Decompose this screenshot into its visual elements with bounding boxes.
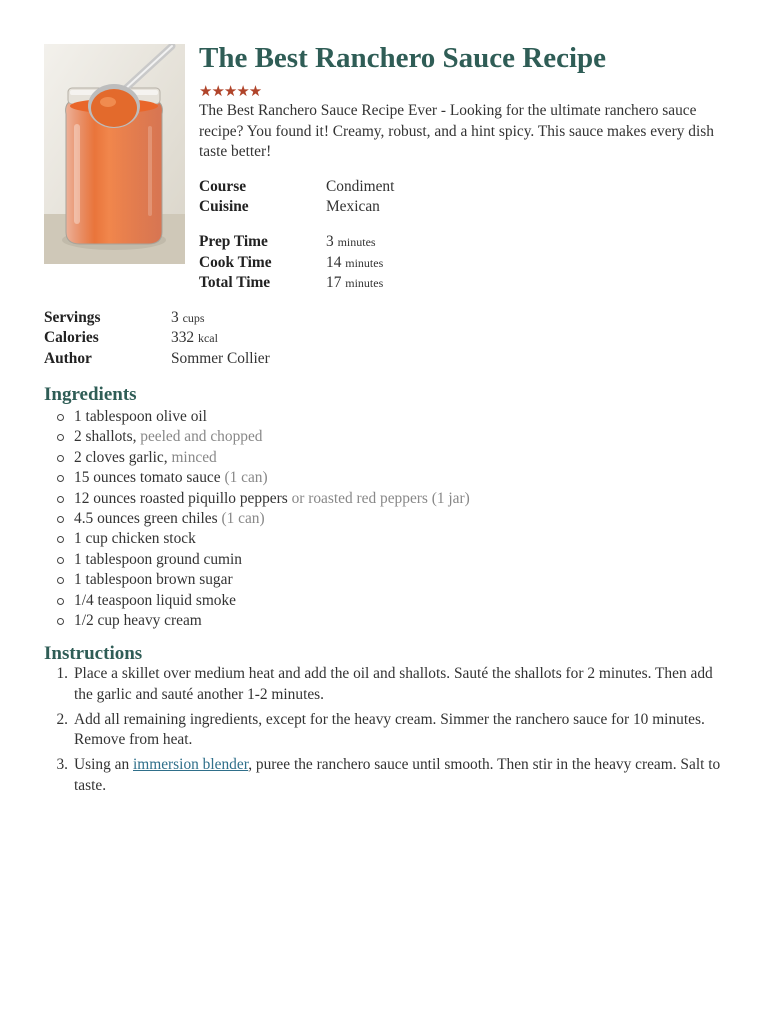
ingredients-list [44,407,470,631]
step-text: Using an [74,756,133,773]
ingredient-item [44,407,470,427]
meta-value: Condiment [326,178,395,195]
bullet-circle-icon [57,577,64,584]
rating-stars-icon[interactable]: ★★★★★ [199,82,262,100]
ingredient-text: 1 tablespoon olive oil [74,408,207,425]
meta-author [44,349,644,369]
ingredient-text: 15 ounces tomato sauce [74,469,221,487]
author-name: Sommer Collier [171,350,270,367]
ingredient-text: 4.5 ounces green chiles [74,509,218,527]
ingredient-item [44,427,470,447]
meta-label: Cuisine [199,198,249,215]
ingredient-note: minced [167,448,217,466]
ingredient-item [44,529,470,549]
step-number: 3. [56,756,68,773]
ingredient-item [44,468,470,488]
ingredient-text: 1/2 cup heavy cream [74,611,202,629]
ingredient-item [44,509,470,529]
meta-value: 14 [326,254,342,271]
bullet-circle-icon [57,516,64,523]
meta-course [199,177,719,197]
meta-calories [44,328,644,348]
ingredients-heading: Ingredients [44,384,137,405]
meta-cook-time [199,253,719,273]
recipe-description: The Best Ranchero Sauce Recipe Ever - Looking for the ultimate ranchero sauce recipe? You found it! Creamy, robust, and a hint spicy. This sauce makes every dish taste better! [199,102,714,160]
recipe-title: The Best Ranchero Sauce Recipe [199,42,607,74]
bullet-circle-icon [57,455,64,462]
ingredient-item [44,448,470,468]
ingredient-item [44,591,470,611]
meta-unit: minutes [345,276,384,290]
ingredient-item [44,611,470,631]
ingredient-note: peeled and chopped [136,428,263,446]
ingredient-item [44,570,470,590]
meta-label: Total Time [199,274,271,291]
ingredient-item [44,489,470,509]
bullet-circle-icon [57,414,64,421]
meta-value: Mexican [326,198,380,215]
bullet-circle-icon [57,536,64,543]
bullet-circle-icon [57,496,64,503]
meta-cuisine [199,197,719,217]
instructions-list [44,664,724,801]
meta-servings [44,308,644,328]
ingredient-text: 1 cup chicken stock [74,530,196,548]
bullet-circle-icon [57,618,64,625]
ingredient-text: 1 tablespoon brown sugar [74,571,233,589]
ingredient-text: 1/4 teaspoon liquid smoke [74,591,237,609]
ingredient-note: (1 can) [220,469,268,487]
meta-unit: kcal [197,331,218,345]
step-number: 1. [56,665,68,682]
meta-value: 3 [326,233,334,250]
recipe-photo [44,44,185,264]
ingredient-text: 1 tablespoon ground cumin [74,550,242,568]
instruction-step [44,710,724,751]
meta-label: Prep Time [199,233,268,250]
meta-label: Cook Time [199,254,272,271]
step-number: 2. [56,710,68,728]
meta-label: Servings [44,309,101,326]
ingredient-note: (1 can) [217,509,265,527]
ingredient-text: 2 shallots, [74,428,137,446]
ingredient-note: or roasted red peppers (1 jar) [287,489,470,507]
ingredient-item [44,550,470,570]
meta-unit: minutes [345,256,384,270]
instruction-step [44,664,724,705]
meta-label: Calories [44,329,99,346]
meta-total-time [199,273,719,293]
immersion-blender-link[interactable]: immersion blender [133,756,249,773]
bullet-circle-icon [57,475,64,482]
bullet-circle-icon [57,557,64,564]
meta-label: Course [199,178,247,195]
step-text: , puree the ranchero sauce until smooth. Then stir in the heavy cream. Salt to taste. [74,756,721,794]
step-text: Add all remaining ingredients, except for the heavy cream. Simmer the ranchero sauce for 10 minutes. Remove from heat. [74,710,705,748]
meta-unit: minutes [337,235,376,249]
ingredient-text: 12 ounces roasted piquillo peppers [74,489,288,507]
meta-prep-time [199,232,719,252]
ingredient-text: 2 cloves garlic, [74,448,168,466]
step-text: Place a skillet over medium heat and add the oil and shallots. Sauté the shallots for 2 minutes. Then add the garlic and sauté another 1-2 minutes. [74,665,713,703]
sauce-jar-image [44,44,185,264]
bullet-circle-icon [57,598,64,605]
instructions-heading: Instructions [44,643,143,664]
instruction-step [44,755,724,796]
meta-unit: cups [182,311,205,325]
meta-value: 332 [171,329,195,346]
meta-value: 3 [171,309,179,326]
meta-value: 17 [326,274,342,291]
bullet-circle-icon [57,434,64,441]
meta-label: Author [44,350,92,367]
